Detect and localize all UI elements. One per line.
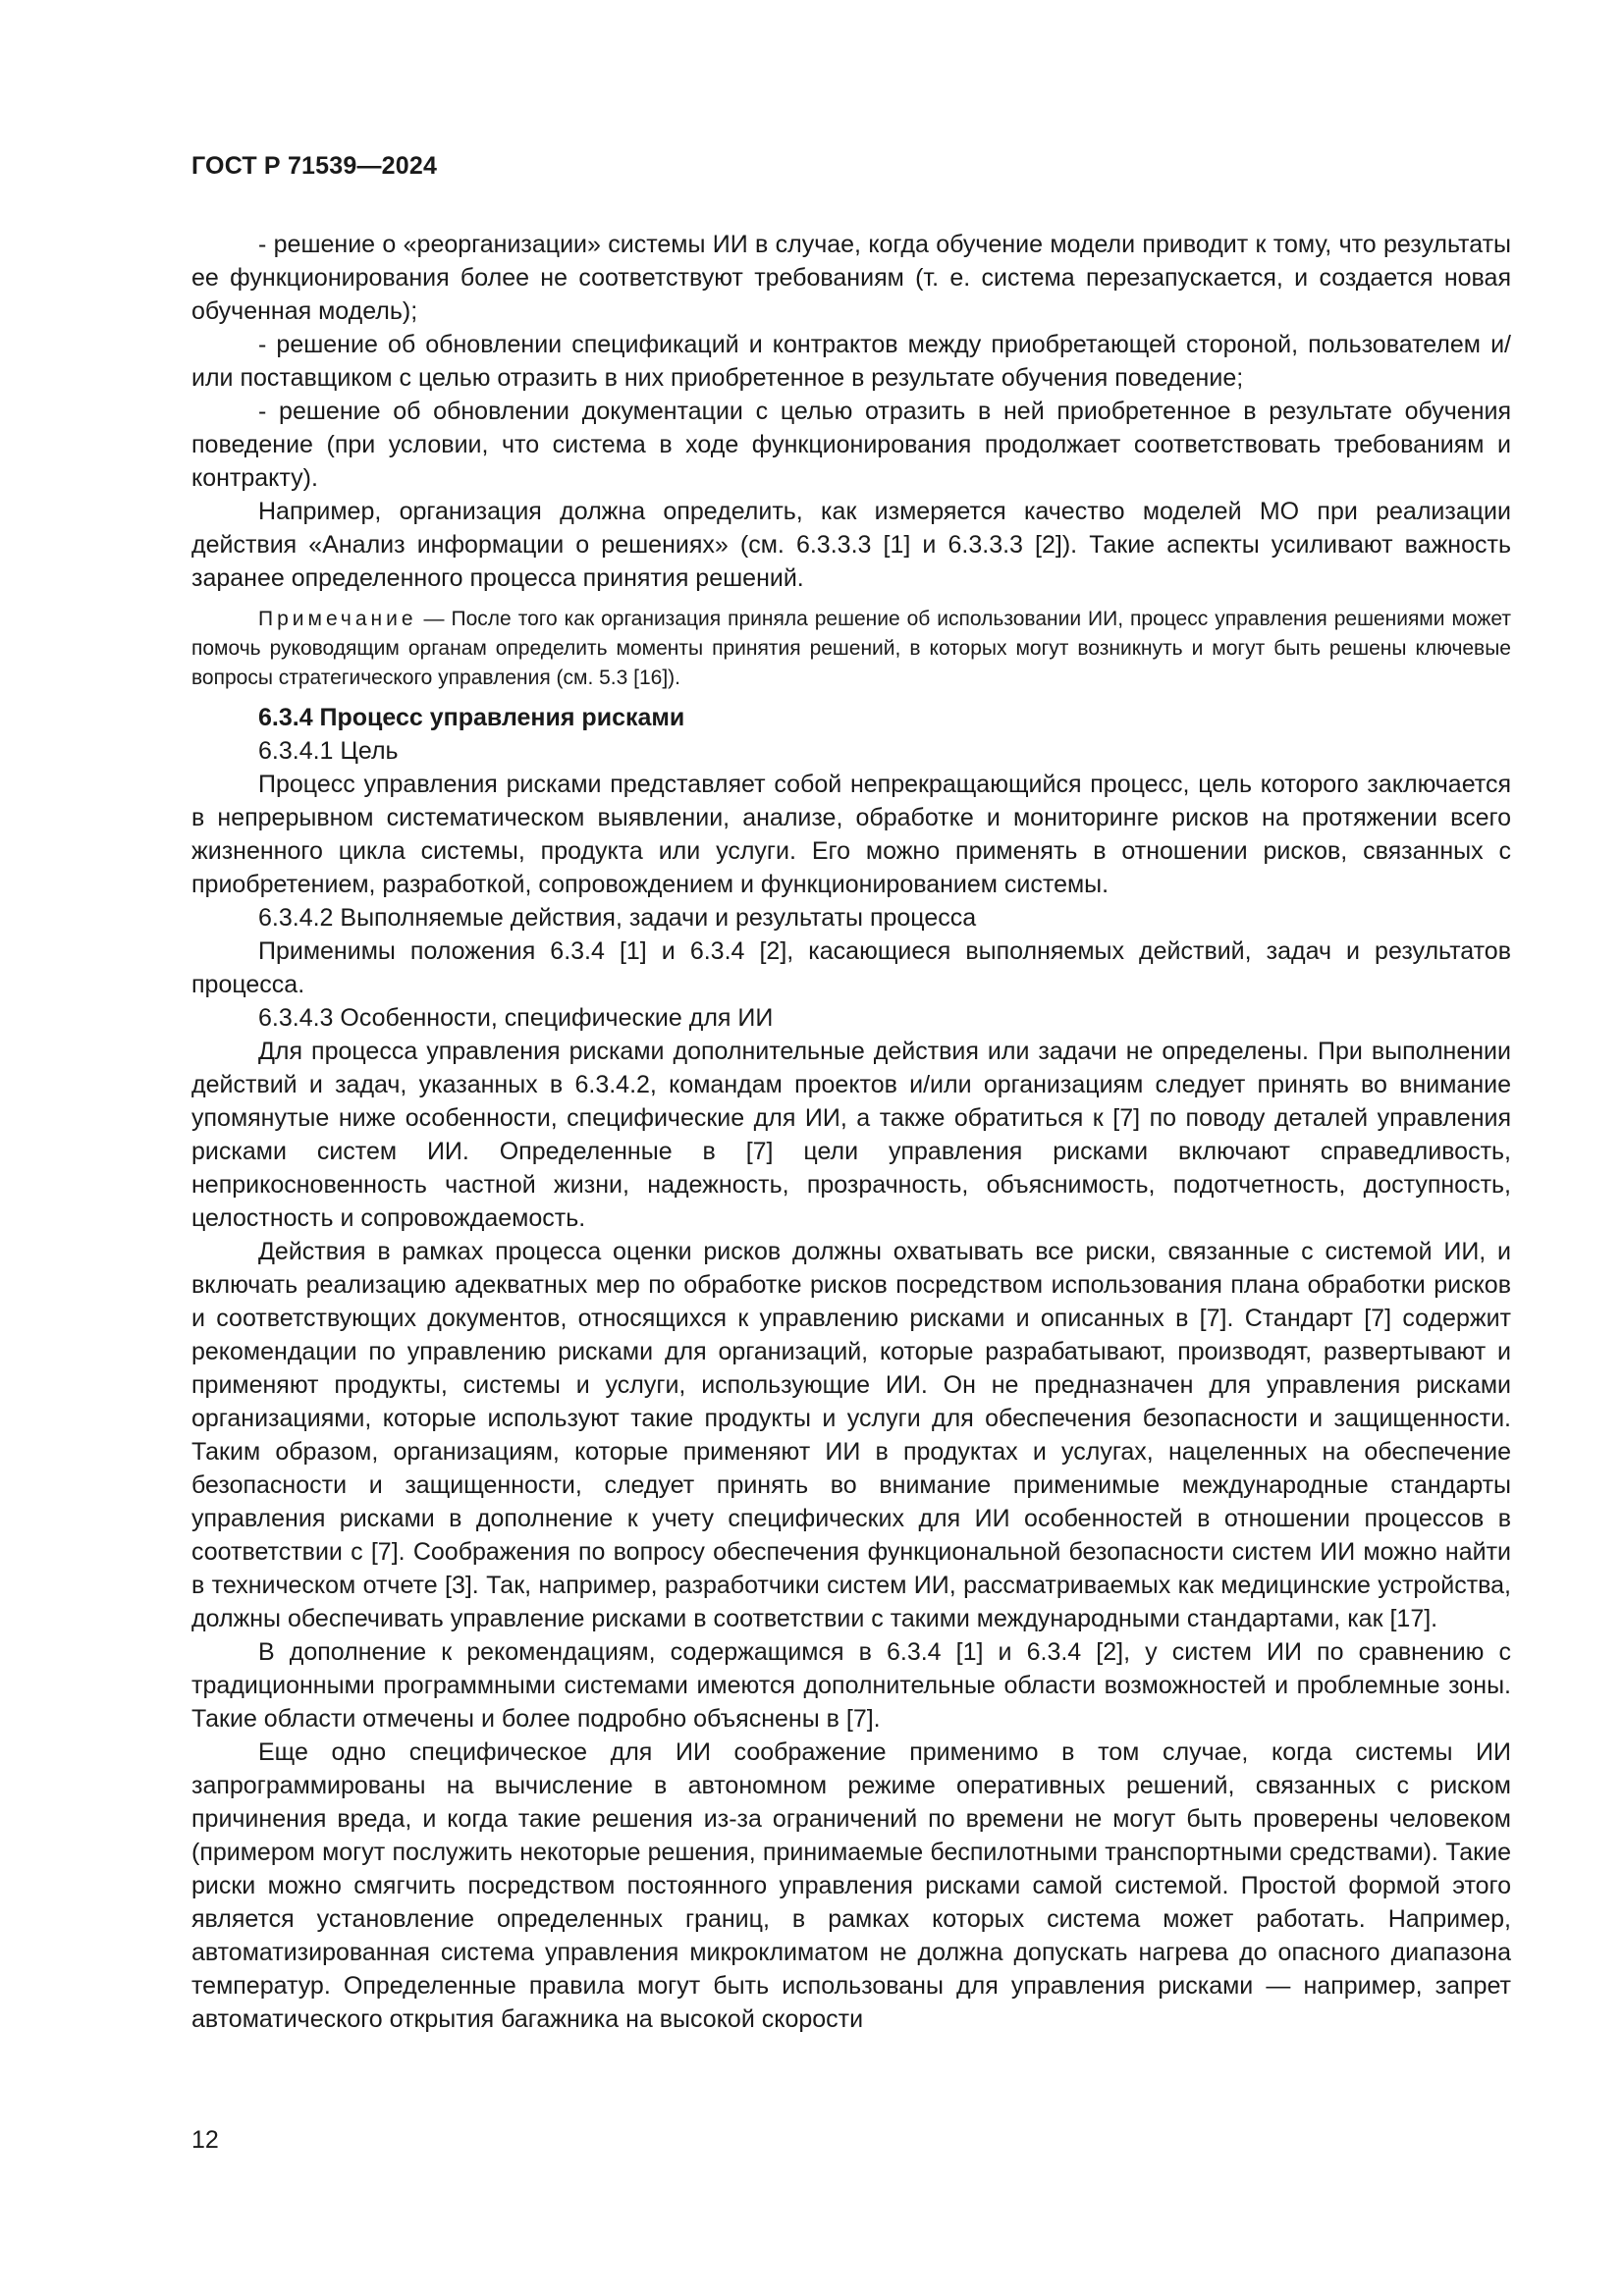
paragraph: - решение об обновлении спецификаций и контрактов между приобретающей стороной, пользователем и/или поставщиком с целью отразить в них приобретенное в результате обучения поведение; [191, 331, 1511, 392]
paragraph: В дополнение к рекомендациям, содержащимся в 6.3.4 [1] и 6.3.4 [2], у систем ИИ по сравнению с традиционными программными системами имеются дополнительные области возможностей и проблемные зоны. Такие области отмечены и более подробно объяснены в [7]. [191, 1638, 1511, 1733]
note [191, 605, 1511, 693]
paragraph: Применимы положения 6.3.4 [1] и 6.3.4 [2], касающиеся выполняемых действий, задач и результатов процесса. [191, 937, 1511, 998]
page-number: 12 [191, 2126, 219, 2154]
paragraph: Например, организация должна определить, как измеряется качество моделей МО при реализации действия «Анализ информации о решениях» (см. 6.3.3.3 [1] и 6.3.3.3 [2]). Такие аспекты усиливают важность заранее определенного процесса принятия решений. [191, 498, 1511, 592]
paragraph: - решение об обновлении документации с целью отразить в ней приобретенное в результате обучения поведение (при условии, что система в ходе функционирования продолжает соответствовать требованиям и контракту). [191, 398, 1511, 492]
paragraph: Процесс управления рисками представляет собой непрекращающийся процесс, цель которого заключается в непрерывном систематическом выявлении, анализе, обработке и мониторинге рисков на протяжении всего жизненного цикла системы, продукта или услуги. Его можно применять в отношении рисков, связанных с приобретением, разработкой, сопровождением и функционированием системы. [191, 771, 1511, 898]
paragraph: Еще одно специфическое для ИИ соображение применимо в том случае, когда системы ИИ запрограммированы на вычисление в автономном режиме оперативных решений, связанных с риском причинения вреда, и когда такие решения из-за ограничений по времени не могут быть проверены человеком (примером могут послужить некоторые решения, принимаемые беспилотными транспортными средствами). Такие риски можно смягчить посредством постоянного управления рисками самой системой. Простой формой этого является установление определенных границ, в рамках которых система может работать. Например, автоматизированная система управления микроклиматом не должна допускать нагрева до опасного диапазона температур. Определенные правила могут быть использованы для управления рисками — например, запрет автоматического открытия багажника на высокой скорости [191, 1738, 1511, 2033]
note-text: — После того как организация приняла решение об использовании ИИ, процесс управления решениями может помочь руководящим органам определить моменты принятия решений, в которых могут возникнуть и могут быть решены ключевые вопросы стратегического управления (см. 5.3 [16]). [191, 608, 1511, 689]
page-body [191, 228, 1511, 2036]
subsection-title: 6.3.4.1 Цель [258, 737, 399, 765]
subsection-title: 6.3.4.2 Выполняемые действия, задачи и результаты процесса [258, 904, 977, 932]
paragraph: - решение о «реорганизации» системы ИИ в случае, когда обучение модели приводит к тому, что результаты ее функционирования более не соответствуют требованиям (т. е. система перезапускается, и создается новая обученная модель); [191, 231, 1511, 325]
paragraph: Для процесса управления рисками дополнительные действия или задачи не определены. При выполнении действий и задач, указанных в 6.3.4.2, командам проектов и/или организациям следует принять во внимание упомянутые ниже особенности, специфические для ИИ, а также обратиться к [7] по поводу деталей управления рисками систем ИИ. Определенные в [7] цели управления рисками включают справедливость, неприкосновенность частной жизни, надежность, прозрачность, объяснимость, подотчетность, доступность, целостность и сопровождаемость. [191, 1038, 1511, 1232]
document-code-header: ГОСТ Р 71539—2024 [191, 152, 438, 180]
paragraph: Действия в рамках процесса оценки рисков должны охватывать все риски, связанные с системой ИИ, и включать реализацию адекватных мер по обработке рисков посредством использования плана обработки рисков и соответствующих документов, относящихся к управлению рисками и описанных в [7]. Стандарт [7] содержит рекомендации по управлению рисками для организаций, которые разрабатывают, производят, развертывают и применяют продукты, системы и услуги, использующие ИИ. Он не предназначен для управления рисками организациями, которые используют такие продукты и услуги для обеспечения безопасности и защищенности. Таким образом, организациям, которые применяют ИИ в продуктах и услугах, нацеленных на обеспечение безопасности и защищенности, следует принять во внимание применимые международные стандарты управления рисками в дополнение к учету специфических для ИИ особенностей в отношении процессов в соответствии с [7]. Соображения по вопросу обеспечения функциональной безопасности систем ИИ можно найти в техническом отчете [3]. Так, например, разработчики систем ИИ, рассматриваемых как медицинские устройства, должны обеспечивать управление рисками в соответствии с такими международными стандартами, как [17]. [191, 1238, 1511, 1632]
section-heading: 6.3.4 Процесс управления рисками [258, 704, 685, 731]
note-label: Примечание [258, 608, 417, 630]
subsection-title: 6.3.4.3 Особенности, специфические для ИИ [258, 1004, 774, 1032]
